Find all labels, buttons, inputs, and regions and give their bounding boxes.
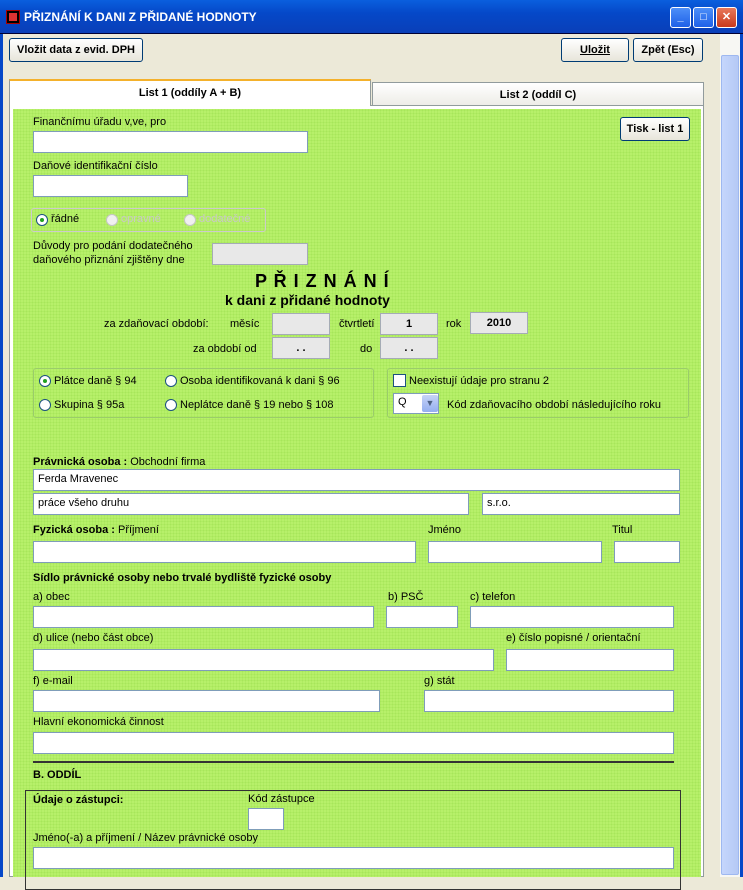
from-date-input[interactable]: . . bbox=[272, 337, 330, 359]
chevron-down-icon[interactable]: ▼ bbox=[422, 395, 438, 412]
street-label: d) ulice (nebo část obce) bbox=[33, 632, 154, 644]
app-icon bbox=[6, 10, 20, 24]
to-date-input[interactable]: . . bbox=[380, 337, 438, 359]
reasons-label: Důvody pro podání dodatečného bbox=[33, 240, 193, 252]
name-label: Jméno bbox=[428, 524, 462, 536]
radio-regular-label: řádné bbox=[51, 213, 80, 225]
close-button[interactable]: ✕ bbox=[716, 7, 737, 28]
import-data-button[interactable]: Vložit data z evid. DPH bbox=[9, 38, 143, 62]
rep-code-label: Kód zástupce bbox=[248, 793, 315, 805]
radio-group-95a[interactable] bbox=[39, 399, 51, 411]
email-input[interactable] bbox=[33, 690, 380, 712]
legal-form-input[interactable]: s.r.o. bbox=[482, 493, 680, 515]
email-label: f) e-mail bbox=[33, 675, 73, 687]
radio-identified-96-label: Osoba identifikovaná k dani § 96 bbox=[180, 375, 340, 387]
no-data-label: Neexistují údaje pro stranu 2 bbox=[409, 375, 550, 387]
country-input[interactable] bbox=[424, 690, 674, 712]
year-label: rok bbox=[446, 318, 462, 330]
surname-label: Příjmení bbox=[117, 524, 159, 536]
maximize-button[interactable]: □ bbox=[693, 7, 714, 28]
radio-payer-94-label: Plátce daně § 94 bbox=[54, 375, 137, 387]
city-label: a) obec bbox=[33, 591, 70, 603]
form-subtitle: k dani z přidané hodnoty bbox=[225, 292, 390, 308]
tab-list-1[interactable]: List 1 (oddíly A + B) bbox=[9, 79, 371, 106]
tab-list-2[interactable]: List 2 (oddíl C) bbox=[372, 82, 704, 108]
radio-identified-96[interactable] bbox=[165, 375, 177, 387]
radio-group-95a-label: Skupina § 95a bbox=[54, 399, 125, 411]
house-number-label: e) číslo popisné / orientační bbox=[506, 632, 641, 644]
rep-name-input[interactable] bbox=[33, 847, 674, 869]
address-heading: Sídlo právnické osoby nebo trvalé bydliště fyzické osoby bbox=[33, 572, 332, 584]
year-input[interactable]: 2010 bbox=[470, 312, 528, 334]
legal-person-label: Právnická osoba : bbox=[33, 456, 128, 468]
firm-label: Obchodní firma bbox=[130, 456, 206, 468]
firm-name-2-input[interactable]: práce všeho druhu bbox=[33, 493, 469, 515]
natural-person-label: Fyzická osoba : bbox=[33, 524, 115, 536]
rep-code-input[interactable] bbox=[248, 808, 284, 830]
radio-regular[interactable] bbox=[36, 214, 48, 226]
quarter-input[interactable]: 1 bbox=[380, 313, 438, 335]
phone-label: c) telefon bbox=[470, 591, 516, 603]
titul-label: Titul bbox=[612, 524, 633, 536]
house-number-input[interactable] bbox=[506, 649, 674, 671]
representative-label: Údaje o zástupci: bbox=[33, 794, 124, 806]
reasons-label-2: daňového přiznání zjištěny dne bbox=[33, 254, 185, 266]
section-b-heading: B. ODDÍL bbox=[33, 769, 82, 781]
to-label: do bbox=[360, 343, 373, 355]
zip-input[interactable] bbox=[386, 606, 458, 628]
surname-input[interactable] bbox=[33, 541, 416, 563]
dic-label: Daňové identifikační číslo bbox=[33, 160, 158, 172]
minimize-button[interactable]: _ bbox=[670, 7, 691, 28]
rep-name-label: Jméno(-a) a příjmení / Název právnické osoby bbox=[33, 832, 258, 844]
section-divider bbox=[33, 761, 674, 763]
radio-nonpayer-label: Neplátce daně § 19 nebo § 108 bbox=[180, 399, 334, 411]
window-title: PŘIZNÁNÍ K DANI Z PŘIDANÉ HODNOTY bbox=[24, 10, 257, 24]
period-label: za zdaňovací období: bbox=[104, 318, 209, 330]
first-name-input[interactable] bbox=[428, 541, 602, 563]
period-code-label: Kód zdaňovacího období následujícího roku bbox=[447, 399, 662, 411]
dic-input[interactable] bbox=[33, 175, 188, 197]
firm-name-input[interactable]: Ferda Mravenec bbox=[33, 469, 680, 491]
scrollbar-thumb[interactable] bbox=[721, 55, 739, 875]
radio-nonpayer[interactable] bbox=[165, 399, 177, 411]
quarter-label: čtvrtletí bbox=[339, 318, 375, 330]
activity-input[interactable] bbox=[33, 732, 674, 754]
save-button[interactable]: Uložit bbox=[561, 38, 629, 62]
office-input[interactable] bbox=[33, 131, 308, 153]
office-label: Finančnímu úřadu v,ve, pro bbox=[33, 116, 167, 128]
title-bar bbox=[0, 0, 743, 34]
zip-label: b) PSČ bbox=[388, 591, 424, 603]
titul-input[interactable] bbox=[614, 541, 680, 563]
radio-additional[interactable] bbox=[184, 214, 196, 226]
month-input[interactable] bbox=[272, 313, 330, 335]
back-button[interactable]: Zpět (Esc) bbox=[633, 38, 703, 62]
radio-payer-94[interactable] bbox=[39, 375, 51, 387]
month-label: měsíc bbox=[230, 318, 260, 330]
phone-input[interactable] bbox=[470, 606, 674, 628]
activity-label: Hlavní ekonomická činnost bbox=[33, 716, 164, 728]
city-input[interactable] bbox=[33, 606, 374, 628]
radio-corrective-label: opravné bbox=[121, 213, 161, 225]
street-input[interactable] bbox=[33, 649, 494, 671]
print-button[interactable]: Tisk - list 1 bbox=[620, 117, 690, 141]
radio-additional-label: dodatečné bbox=[199, 213, 251, 225]
radio-corrective[interactable] bbox=[106, 214, 118, 226]
no-data-checkbox[interactable] bbox=[393, 374, 406, 387]
from-label: za období od bbox=[193, 343, 257, 355]
period-code-value: Q bbox=[398, 396, 407, 408]
form-title: P Ř I Z N Á N Í bbox=[255, 271, 390, 291]
reasons-date-input[interactable] bbox=[212, 243, 308, 265]
country-label: g) stát bbox=[424, 675, 455, 687]
